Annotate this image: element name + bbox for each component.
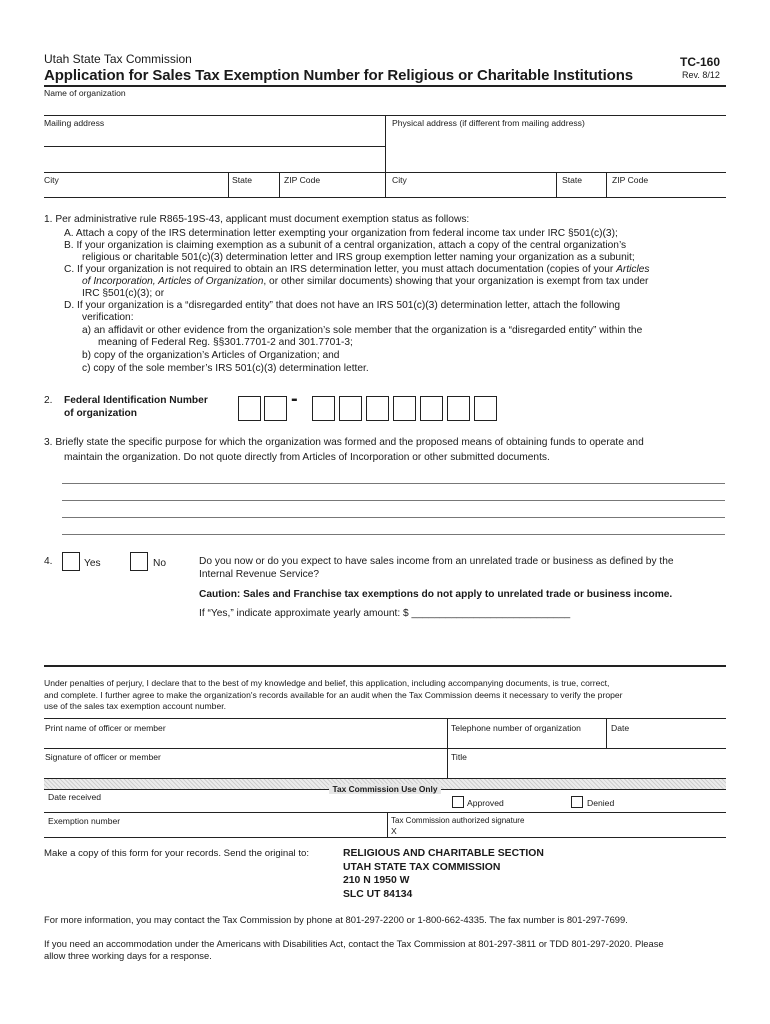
mailing-address-block [343,847,544,901]
exemption-number-label: Exemption number [48,816,121,826]
divider [44,665,726,667]
authorized-signature-label: Tax Commission authorized signature [391,816,525,825]
office-use-banner [44,778,726,794]
header-rule [44,85,726,87]
section1-item-c-line1 [64,264,650,276]
physical-zip-label: ZIP Code [612,175,649,185]
declaration-line2: and complete. I further agree to make the organization's records available for an audit when the Tax Commission deems it necessary to verify the proper [44,690,623,700]
physical-zip-field[interactable] [608,186,725,196]
physical-address-field[interactable] [386,130,726,170]
section2-number: 2. [44,395,53,406]
section1-item-dc: c) copy of the sole member’s IRS 501(c)(3) determination letter. [82,363,369,374]
section1-item-b-line1: B. If your organization is claiming exemption as a subunit of a central organization, attach a copy of the central organization’s [64,240,627,251]
caution-text: Caution: Sales and Franchise tax exemptions do not apply to unrelated trade or business income. [199,589,673,600]
physical-city-field[interactable] [387,186,554,196]
section1-item-da-line2: meaning of Federal Reg. §§301.7701-2 and 301.7701-3; [98,337,353,348]
yes-label: Yes [84,558,101,569]
declaration-line1: Under penalties of perjury, I declare that to the best of my knowledge and belief, this application, including accompanying documents, is true, correct, [44,678,610,688]
fein-digit-7[interactable] [420,396,443,421]
mailing-line-1: RELIGIOUS AND CHARITABLE SECTION [343,848,544,859]
org-name-label: Name of organization [44,88,126,98]
divider [44,718,726,719]
no-label: No [153,558,167,569]
telephone-label: Telephone number of organization [451,723,581,733]
mailing-address-label: Mailing address [44,118,105,128]
section4-number: 4. [44,556,53,567]
section1-item-c2-text: , or other similar documents) showing that your organization is exempt from tax under [263,276,649,287]
print-name-label: Print name of officer or member [45,723,166,733]
title-label: Title [451,752,467,762]
divider [44,837,726,838]
physical-address-label: Physical address (if different from mailing address) [392,118,585,128]
form-number: TC-160 [680,55,721,69]
mailing-line-3: 210 N 1950 W [343,875,410,886]
fein-digit-9[interactable] [474,396,497,421]
denied-label: Denied [587,798,615,808]
divider [44,197,726,198]
fein-dash: - [291,388,298,410]
signature-x-mark: X [391,826,397,836]
title-field[interactable] [451,763,725,776]
purpose-line-1[interactable] [62,483,725,484]
purpose-line-2[interactable] [62,500,725,501]
section1-item-db: b) copy of the organization’s Articles of Organization; and [82,350,340,361]
section3-line2: maintain the organization. Do not quote directly from Articles of Incorporation or other submitted documents. [64,452,550,463]
section1-item-b-line2: religious or charitable 501(c)(3) determination letter and IRS group exemption letter naming your organization as a subunit; [82,252,635,263]
divider [606,718,607,748]
footer-contact-info: For more information, you may contact the Tax Commission by phone at 801-297-2200 or 1-800-662-4335. The fax number is 801-297-7699. [44,914,628,925]
mailing-address-field[interactable] [44,130,384,170]
divider [279,172,280,197]
yearly-amount-field[interactable] [432,606,625,619]
physical-state-label: State [562,175,583,185]
section4-question-line2: Internal Revenue Service? [199,569,320,580]
divider [606,172,607,197]
section4-question-line1: Do you now or do you expect to have sales income from an unrelated trade or business as defined by the [199,556,674,567]
date-field[interactable] [610,734,725,746]
section1-item-c-text: C. If your organization is not required to obtain an IRS determination letter, you must attach documentation (copies of your [64,264,617,275]
form-revision: Rev. 8/12 [682,70,720,80]
section3-line1: 3. Briefly state the specific purpose for which the organization was formed and the proposed means of obtaining funds to operate and [44,437,644,448]
section1-item-d-line2: verification: [82,312,134,323]
zip-field[interactable] [281,186,384,196]
signature-field[interactable] [45,763,445,776]
city-field[interactable] [44,186,226,196]
zip-label: ZIP Code [284,175,321,185]
office-use-header: Tax Commission Use Only [329,784,440,794]
yearly-amount-prompt: If “Yes,” indicate approximate yearly amount: $ ____________________________ [199,608,571,619]
fein-digit-6[interactable] [393,396,416,421]
footer-ada-line2: allow three working days for a response. [44,950,212,961]
date-received-label: Date received [48,792,102,802]
org-name-field[interactable] [44,99,726,113]
divider [385,115,386,197]
section1-item-c-line2 [82,276,648,288]
declaration-line3: use of the sales tax exemption account number. [44,701,227,711]
divider [556,172,557,197]
state-field[interactable] [230,186,277,196]
purpose-line-4[interactable] [62,534,725,535]
divider [387,812,388,837]
fein-digit-8[interactable] [447,396,470,421]
divider [44,146,385,147]
print-name-field[interactable] [45,734,445,746]
state-label: State [232,175,253,185]
fein-digit-1[interactable] [238,396,261,421]
section1-item-c2-italic: of Incorporation, Articles of Organization [82,276,264,287]
divider [44,172,726,173]
mailing-line-2: UTAH STATE TAX COMMISSION [343,861,501,873]
agency-name: Utah State Tax Commission [44,52,192,66]
section1-item-c-italic: Articles [616,264,650,275]
date-label: Date [611,723,630,733]
divider [228,172,229,197]
fein-digit-5[interactable] [366,396,389,421]
yes-checkbox[interactable] [62,552,80,571]
form-title: Application for Sales Tax Exemption Number for Religious or Charitable Institutions [44,67,633,84]
approved-label: Approved [467,798,504,808]
divider [44,812,726,813]
divider [44,748,726,749]
section1-intro: 1. Per administrative rule R865-19S-43, applicant must document exemption status as follows: [44,214,470,225]
denied-checkbox[interactable] [571,796,583,808]
telephone-field[interactable] [451,734,603,746]
fein-digit-4[interactable] [339,396,362,421]
fein-digit-2[interactable] [264,396,287,421]
section1-item-c-line3: IRC §501(c)(3); or [82,288,165,299]
approved-checkbox[interactable] [452,796,464,808]
fein-label-line2: of organization [64,408,138,419]
mailing-instruction: Make a copy of this form for your records. Send the original to: [44,848,310,859]
no-checkbox[interactable] [130,552,148,571]
mailing-line-4: SLC UT 84134 [343,888,413,900]
section1-item-a: A. Attach a copy of the IRS determination letter exempting your organization from federal income tax under IRC §501(c)(3); [64,228,618,239]
signature-label: Signature of officer or member [45,752,161,762]
footer-ada-line1: If you need an accommodation under the Americans with Disabilities Act, contact the Tax Commission at 801-297-3811 or TDD 801-297-2020. Please [44,938,664,949]
section1-item-d-line1: D. If your organization is a “disregarded entity” that does not have an IRS 501(c)(3) determination letter, attach the following [64,300,621,311]
purpose-line-3[interactable] [62,517,725,518]
physical-state-field[interactable] [558,186,604,196]
fein-digit-3[interactable] [312,396,335,421]
fein-label-line1: Federal Identification Number [64,395,208,406]
section1-item-da-line1: a) an affidavit or other evidence from the organization’s sole member that the organization is a “disregarded entity” within the [82,325,643,336]
physical-city-label: City [392,175,407,185]
city-label: City [44,175,59,185]
